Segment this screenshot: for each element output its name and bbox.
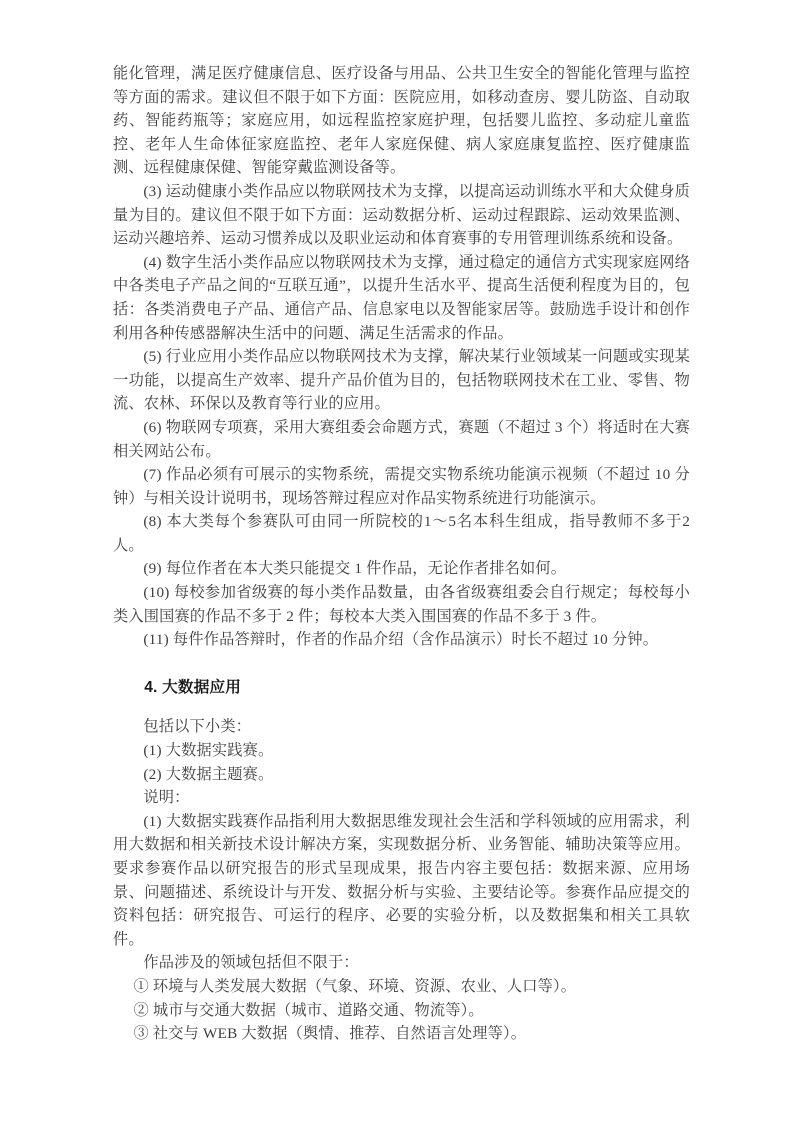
paragraph-subcategory-1-practice: (1) 大数据实践赛。 [143,742,274,760]
paragraph-item-5-industry-application: (5) 行业应用小类作品应以物联网技术为支撑，解决某行业领域某一问题或实现某一功能，以提高生产效率、提升产品价值为目的，包括物联网技术在工业、零售、物流、农林、环保以及教育等行业的应用。 [113,348,690,413]
paragraph-notes-label: 说明： [143,789,190,807]
paragraph-item-7-demo-video: (7) 作品必须有可展示的实物系统，需提交实物系统功能演示视频（不超过 10 分钟）与相关设计说明书，现场答辩过程应对作品实物系统进行功能演示。 [113,466,690,507]
paragraph-field-2-city-traffic: ② 城市与交通大数据（城市、道路交通、物流等）。 [133,1001,484,1019]
section-heading-big-data-application: 4. 大数据应用 [144,678,242,696]
paragraph-continuation-smart-health: 能化管理，满足医疗健康信息、医疗设备与用品、公共卫生安全的智能化管理与监控等方面的需求。建议但不限于如下方面：医院应用，如移动查房、婴儿防盗、自动取药、智能药瓶等；家庭应用，如远程监控家庭护理，包括婴儿监控、多动症儿童监控、老年人生命体征家庭监控、老年人家庭保健、病人家庭康复监控、医疗健康监测、远程健康保健、智能穿戴监测设备等。 [113,65,690,177]
paragraph-subcategories-intro: 包括以下小类： [143,718,252,736]
paragraph-subcategory-2-theme: (2) 大数据主题赛。 [143,765,274,783]
paragraph-note-1-practice-contest-description: (1) 大数据实践赛作品指利用大数据思维发现社会生活和学科领域的应用需求，利用大数据和相关新技术设计解决方案，实现数据分析、业务智能、辅助决策等应用。要求参赛作品以研究报告的形式呈现成果，报告内容主要包括：数据来源、应用场景、问题描述、系统设计与开发、数据分析与实验、主要结论等。参赛作品应提交的资料包括：研究报告、可运行的程序、必要的实验分析，以及数据集和相关工具软件。 [113,812,690,948]
paragraph-item-10-quota-rules: (10) 每校参加省级赛的每小类作品数量，由各省级赛组委会自行规定；每校每小类入围国赛的作品不多于 2 件；每校本大类入围国赛的作品不多于 3 件。 [113,584,690,625]
paragraph-field-3-social-web: ③ 社交与 WEB 大数据（舆情、推荐、自然语言处理等）。 [133,1025,527,1043]
paragraph-item-6-iot-special-contest: (6) 物联网专项赛，采用大赛组委会命题方式，赛题（不超过 3 个）将适时在大赛相关网站公布。 [113,418,690,460]
paragraph-item-3-sport-health: (3) 运动健康小类作品应以物联网技术为支撑，以提高运动训练水平和大众健身质量为目的。建议但不限于如下方面：运动数据分析、运动过程跟踪、运动效果监测、运动兴趣培养、运动习惯养成以及职业运动和体育赛事的专用管理训练系统和设备。 [113,182,690,248]
paragraph-field-1-environment-human: ① 环境与人类发展大数据（气象、环境、资源、农业、人口等）。 [133,977,577,995]
paragraph-item-4-digital-life: (4) 数字生活小类作品应以物联网技术为支撑，通过稳定的通信方式实现家庭网络中各类电子产品之间的“互联互通”，以提升生活水平、提高生活便利程度为目的，包括：各类消费电子产品、通信产品、信息家电以及智能家居等。鼓励选手设计和创作利用各种传感器解决生活中的问题、满足生活需求的作品。 [113,253,690,342]
paragraph-item-8-team-composition: (8) 本大类每个参赛队可由同一所院校的1～5名本科生组成，指导教师不多于2人。 [113,513,690,554]
paragraph-item-9-one-work-limit: (9) 每位作者在本大类只能提交 1 件作品，无论作者排名如何。 [143,560,567,578]
paragraph-fields-label: 作品涉及的领域包括但不限于： [143,954,359,972]
document-content [113,62,690,1046]
paragraph-item-11-defense-time: (11) 每件作品答辩时，作者的作品介绍（含作品演示）时长不超过 10 分钟。 [143,631,659,649]
